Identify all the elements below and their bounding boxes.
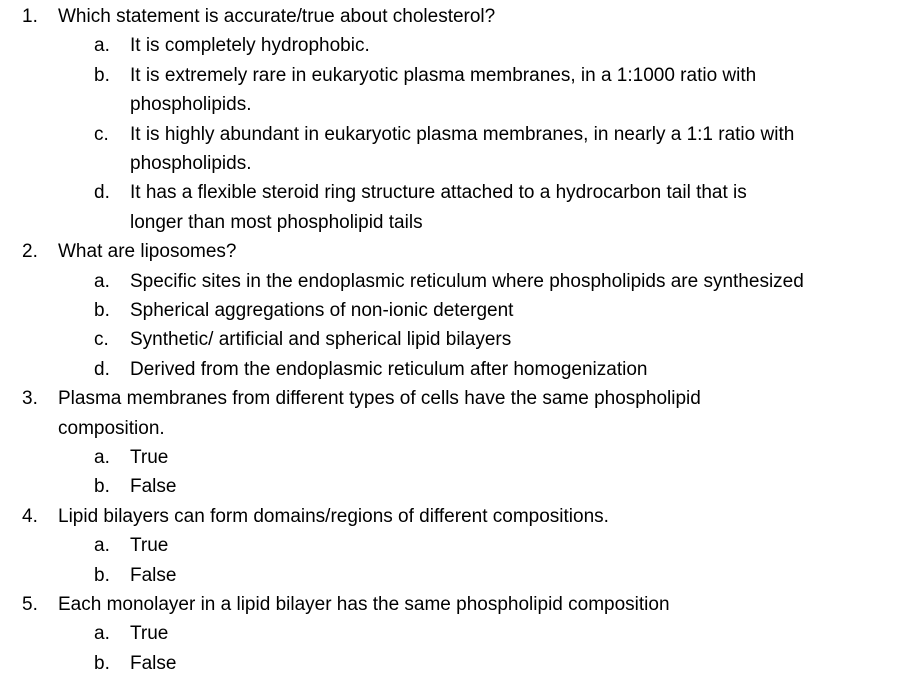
option-letter: b.	[94, 476, 110, 498]
option-line	[0, 31, 924, 60]
option-text: phospholipids.	[130, 94, 252, 116]
option-line	[0, 355, 924, 384]
question-line	[0, 502, 924, 531]
question-number: 4.	[22, 505, 38, 527]
question-text: Lipid bilayers can form domains/regions of different compositions.	[58, 505, 609, 527]
question-text: What are liposomes?	[58, 241, 237, 263]
option-letter: c.	[94, 329, 109, 351]
option-text: Derived from the endoplasmic reticulum after homogenization	[130, 358, 648, 380]
option-line	[0, 619, 924, 648]
option-line	[0, 649, 924, 678]
question-line	[0, 384, 924, 413]
option-text: True	[130, 447, 169, 468]
option-line	[0, 472, 924, 501]
option-letter: d.	[94, 358, 110, 380]
option-letter: d.	[94, 182, 110, 204]
option-line	[0, 149, 924, 178]
question-line	[0, 414, 924, 443]
option-letter: c.	[94, 123, 109, 145]
option-text: Specific sites in the endoplasmic reticulum where phospholipids are synthesized	[130, 270, 804, 292]
option-line	[0, 443, 924, 472]
option-text: It is completely hydrophobic.	[130, 35, 370, 57]
option-text: True	[130, 623, 169, 645]
question-number: 3.	[22, 388, 38, 410]
question-text: Plasma membranes from different types of cells have the same phospholipid	[58, 388, 701, 410]
option-letter: a.	[94, 623, 110, 645]
question-text: Which statement is accurate/true about cholesterol?	[58, 6, 496, 27]
question-line	[0, 2, 924, 31]
question-number: 2.	[22, 241, 38, 263]
option-letter: b.	[94, 300, 110, 321]
option-line	[0, 120, 924, 149]
option-line	[0, 325, 924, 354]
question-text: Each monolayer in a lipid bilayer has the same phospholipid composition	[58, 594, 670, 615]
option-letter: b.	[94, 652, 110, 674]
option-letter: a.	[94, 447, 110, 468]
option-text: It is extremely rare in eukaryotic plasma membranes, in a 1:1000 ratio with	[130, 64, 757, 86]
option-letter: a.	[94, 35, 110, 57]
option-line	[0, 61, 924, 90]
option-letter: b.	[94, 564, 110, 586]
question-line	[0, 590, 924, 619]
question-number: 5.	[22, 594, 38, 615]
option-line	[0, 531, 924, 560]
option-line	[0, 178, 924, 207]
option-letter: a.	[94, 270, 110, 292]
option-line	[0, 90, 924, 119]
option-line	[0, 208, 924, 237]
question-line	[0, 237, 924, 266]
question-number: 1.	[22, 6, 38, 27]
option-letter: b.	[94, 64, 110, 86]
option-text: phospholipids.	[130, 153, 252, 174]
option-text: Synthetic/ artificial and spherical lipid bilayers	[130, 329, 512, 351]
question-text: composition.	[58, 417, 165, 439]
option-text: False	[130, 564, 177, 586]
option-line	[0, 561, 924, 590]
option-text: It has a flexible steroid ring structure attached to a hydrocarbon tail that is	[130, 182, 747, 204]
option-text: longer than most phospholipid tails	[130, 211, 423, 233]
option-letter: a.	[94, 535, 110, 557]
option-text: False	[130, 652, 177, 674]
option-text: False	[130, 476, 177, 498]
option-line	[0, 267, 924, 296]
option-text: It is highly abundant in eukaryotic plasma membranes, in nearly a 1:1 ratio with	[130, 123, 795, 145]
option-text: Spherical aggregations of non-ionic detergent	[130, 300, 514, 321]
option-line	[0, 296, 924, 325]
option-text: True	[130, 535, 169, 557]
